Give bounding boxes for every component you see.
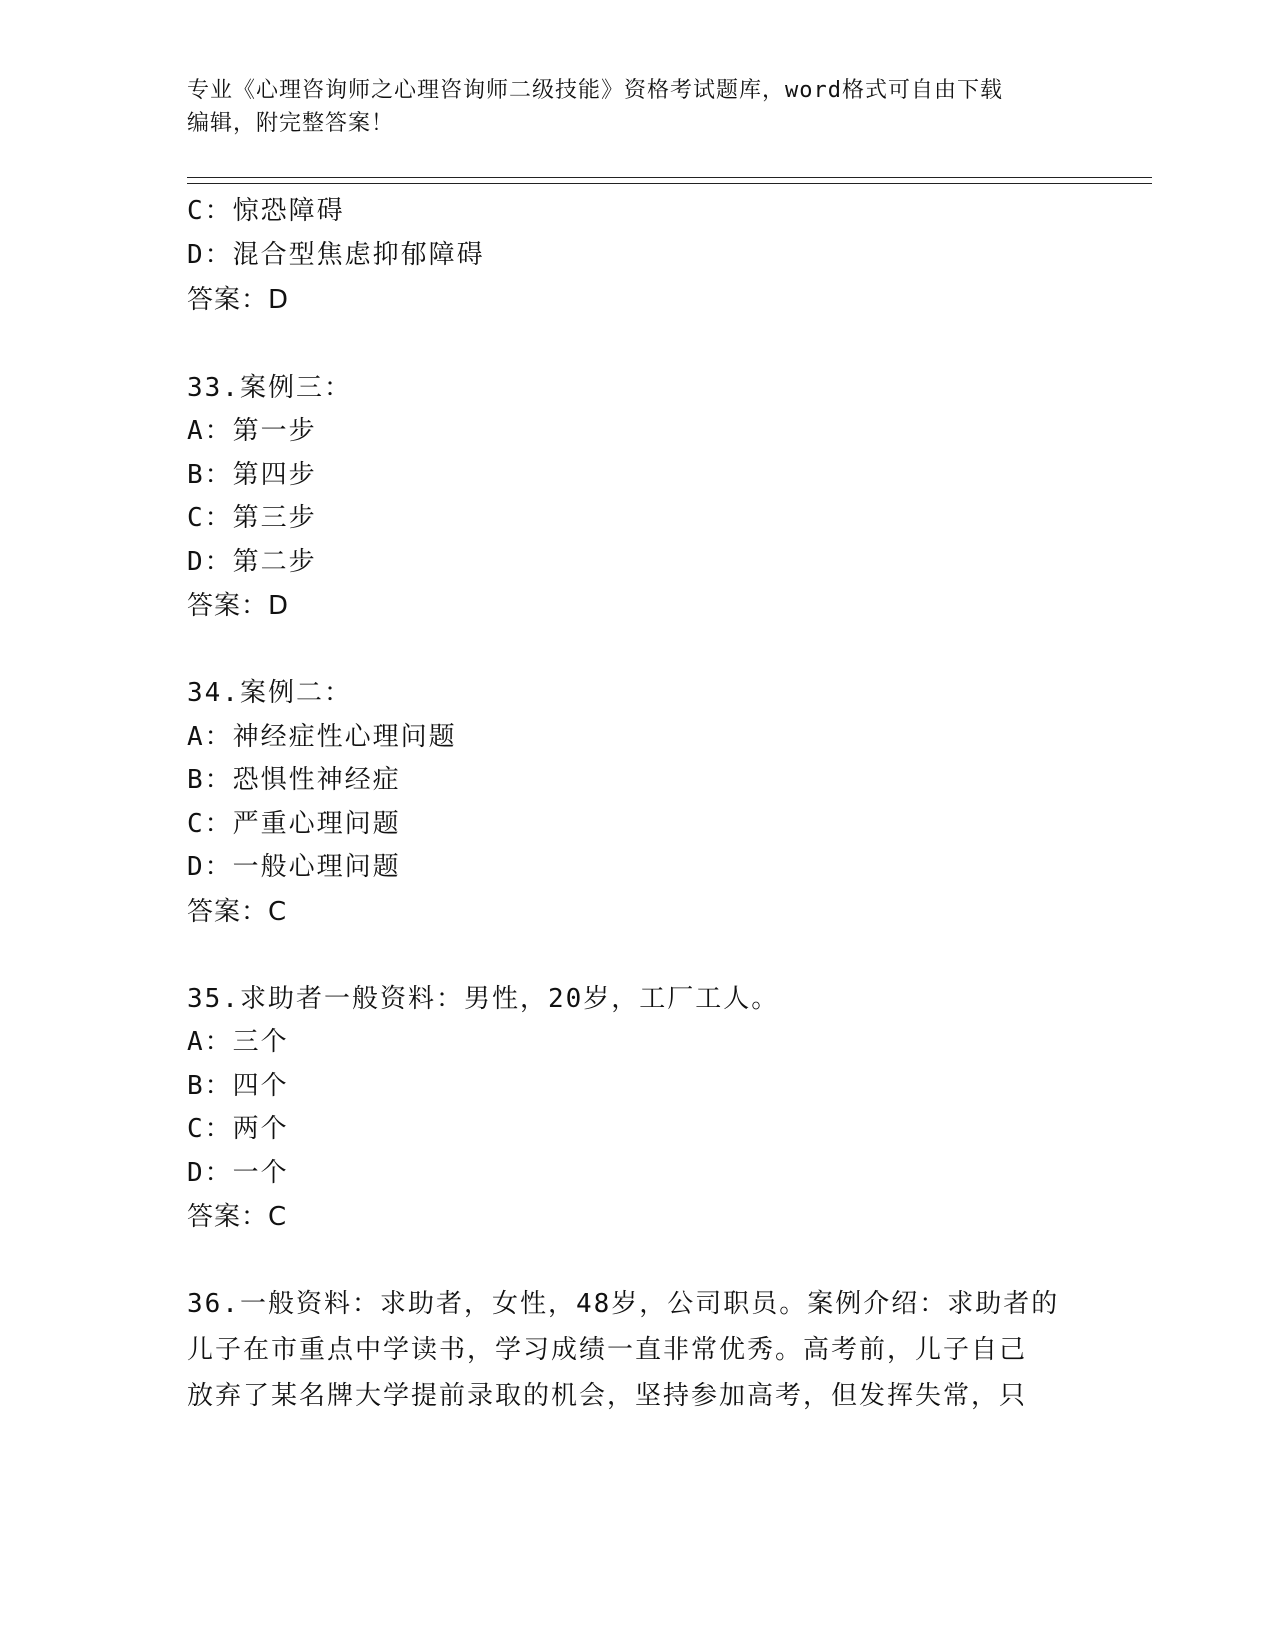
header-rule-top: [187, 177, 1152, 178]
q32-answer: 答案：D: [187, 285, 290, 315]
q35-stem: 35.求助者一般资料：男性，20岁，工厂工人。: [187, 984, 780, 1014]
header-line-2: 编辑，附完整答案！: [187, 111, 395, 136]
q35-answer: 答案：C: [187, 1202, 288, 1232]
q33-option-b: B：第四步: [187, 460, 317, 490]
q34-option-b: B：恐惧性神经症: [187, 765, 401, 795]
q32-option-c: C：惊恐障碍: [187, 196, 345, 226]
q35-option-c: C：两个: [187, 1114, 289, 1144]
q36-stem-line-1: 36.一般资料：求助者，女性，48岁，公司职员。案例介绍：求助者的: [187, 1289, 1060, 1319]
header-line-1: 专业《心理咨询师之心理咨询师二级技能》资格考试题库，word格式可自由下载: [187, 78, 1003, 103]
q35-option-d: D：一个: [187, 1158, 289, 1188]
q33-option-a: A：第一步: [187, 416, 317, 446]
q32-option-d: D：混合型焦虑抑郁障碍: [187, 240, 485, 270]
q34-option-a: A：神经症性心理问题: [187, 722, 457, 752]
q34-option-c: C：严重心理问题: [187, 809, 401, 839]
q34-stem: 34.案例二：: [187, 678, 352, 708]
q36-stem: [187, 1281, 1087, 1419]
q34-option-d: D：一般心理问题: [187, 852, 401, 882]
q33-option-d: D：第二步: [187, 547, 317, 577]
q33-option-c: C：第三步: [187, 503, 317, 533]
q33-answer: 答案：D: [187, 591, 290, 621]
q33-stem: 33.案例三：: [187, 373, 352, 403]
q35-option-b: B：四个: [187, 1071, 289, 1101]
q34-answer: 答案：C: [187, 897, 288, 927]
q36-stem-line-2: 儿子在市重点中学读书，学习成绩一直非常优秀。高考前，儿子自己: [187, 1335, 1028, 1365]
q35-option-a: A：三个: [187, 1027, 289, 1057]
header-rule-bottom: [187, 183, 1152, 184]
document-header: [187, 74, 1067, 140]
q36-stem-line-3: 放弃了某名牌大学提前录取的机会，坚持参加高考，但发挥失常，只: [187, 1381, 1028, 1411]
